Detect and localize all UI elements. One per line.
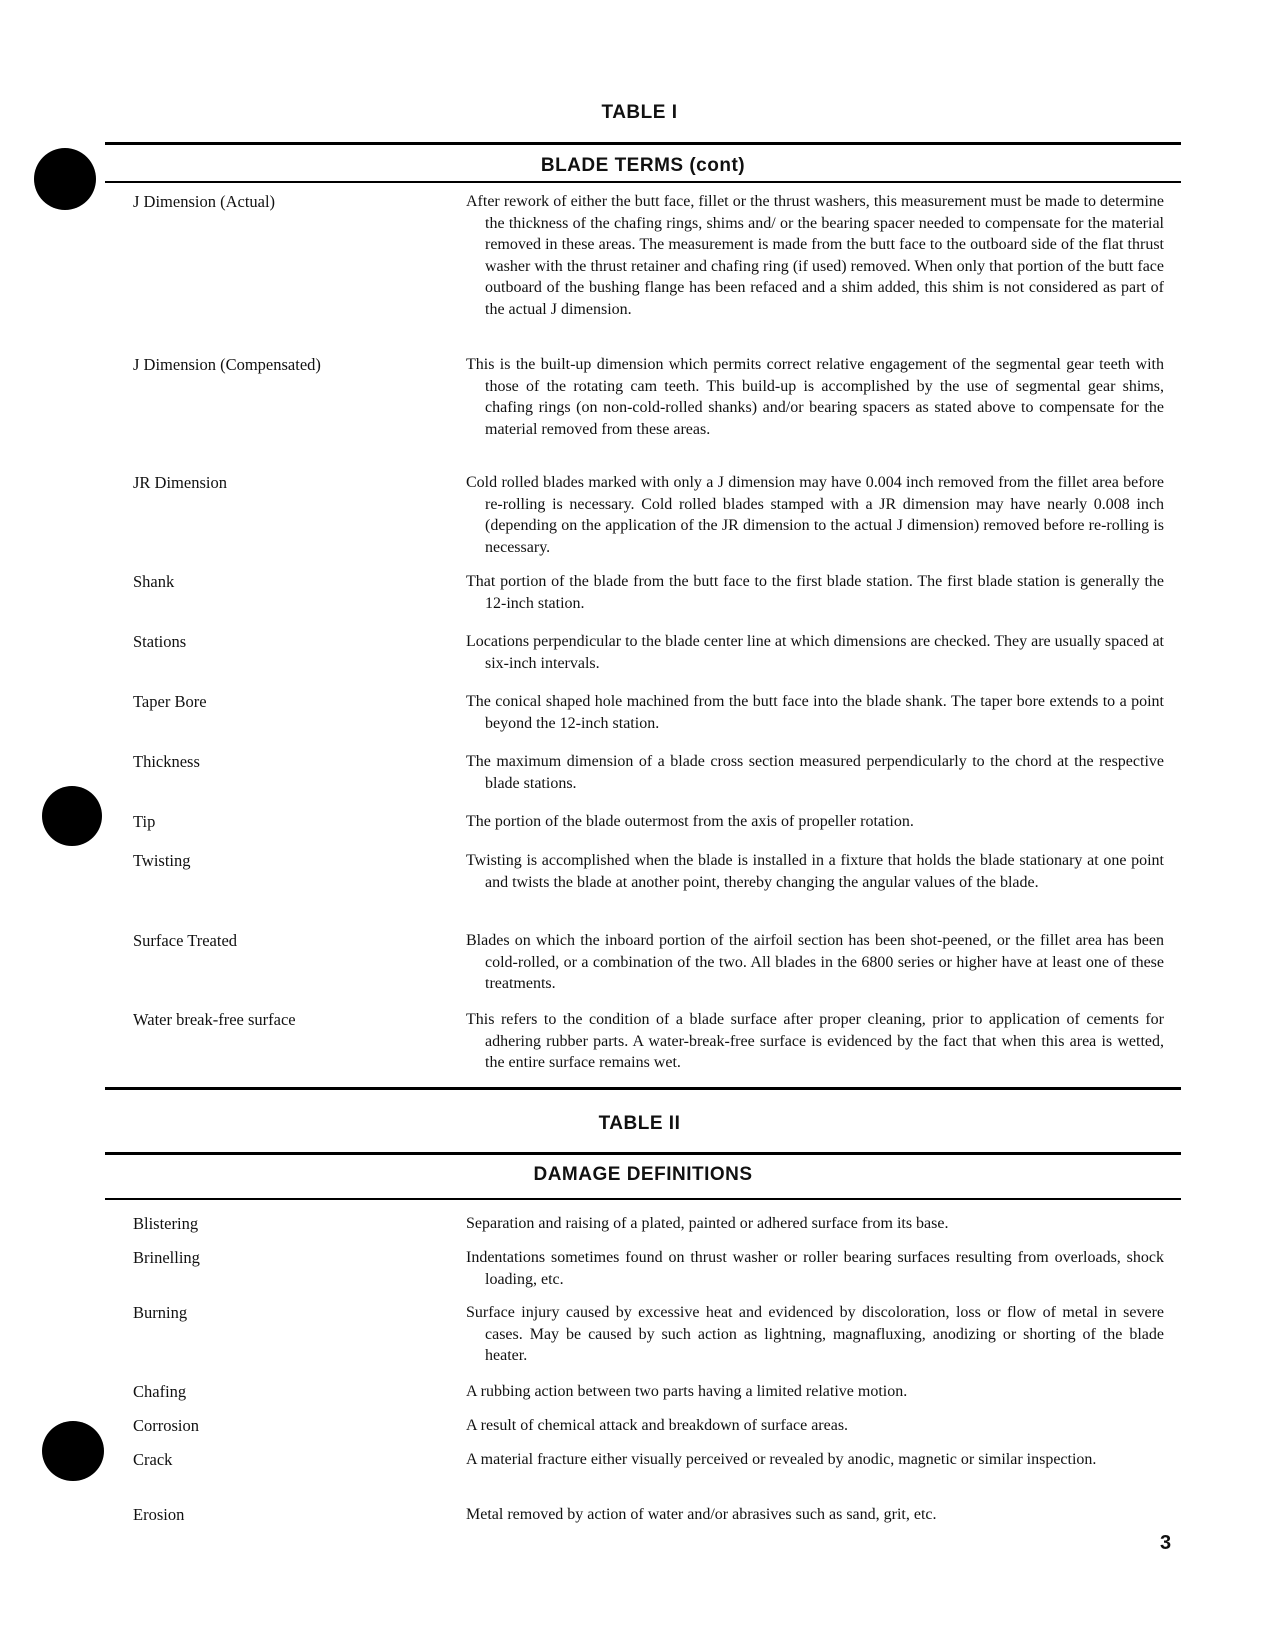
term: Stations <box>133 632 187 651</box>
term: Tip <box>133 812 156 831</box>
term: Erosion <box>133 1505 185 1524</box>
definition: This is the built-up dimension which permits correct relative engagement of the segmental gear teeth with those of the rotating cam teeth. This build-up is accomplished by the use of segmental gear shims, chafing rings (on non-cold-rolled shanks) and/or bearing spacers as stated above to compensate for the material removed from these areas. <box>466 356 1164 438</box>
definition: After rework of either the butt face, fillet or the thrust washers, this measurement must be made to determine the thickness of the chafing rings, shims and/ or the bearing spacer needed to compensate for the material removed in these areas. The measurement is made from the butt face to the outboard side of the flat thrust washer with the thrust retainer and chafing ring (if used) removed. When only that portion of the butt face outboard of the bushing flange has been refaced and a shim added, this shim is not considered as part of the actual J dimension. <box>466 193 1164 318</box>
page-number: 3 <box>1160 1532 1172 1554</box>
term: Blistering <box>133 1214 199 1233</box>
definition: Separation and raising of a plated, painted or adhered surface from its base. <box>466 1215 949 1232</box>
definition: Twisting is accomplished when the blade is installed in a fixture that holds the blade stationary at one point and twists the blade at another point, thereby changing the angular values of the blade. <box>466 852 1164 891</box>
term: Surface Treated <box>133 931 238 950</box>
definition: That portion of the blade from the butt face to the first blade station. The first blade station is generally the 12-inch station. <box>466 573 1164 612</box>
definition: A rubbing action between two parts having a limited relative motion. <box>466 1383 908 1400</box>
table-2-heading-rule <box>105 1198 1181 1200</box>
table-1-heading-rule <box>105 181 1181 183</box>
term: JR Dimension <box>133 473 227 492</box>
table-2-top-rule <box>105 1152 1181 1155</box>
table-2-heading: DAMAGE DEFINITIONS <box>533 1164 753 1185</box>
definition: Cold rolled blades marked with only a J dimension may have 0.004 inch removed from the fillet area before re-rolling is necessary. Cold rolled blades stamped with a JR dimension may have nearly 0.008 inch (depending on the application of the JR dimension to the actual J dimension) removed before re-rolling is necessary. <box>466 474 1164 556</box>
definition: A result of chemical attack and breakdown of surface areas. <box>466 1417 849 1434</box>
definition: The portion of the blade outermost from the axis of propeller rotation. <box>466 813 914 830</box>
term: Chafing <box>133 1382 187 1401</box>
table-1-top-rule <box>105 142 1181 145</box>
term: Shank <box>133 572 175 591</box>
definition: This refers to the condition of a blade surface after proper cleaning, prior to application of cements for adhering rubber parts. A water-break-free surface is evidenced by the fact that when this area is wetted, the entire surface remains wet. <box>466 1011 1164 1071</box>
definition: Indentations sometimes found on thrust washer or roller bearing surfaces resulting from overloads, shock loading, etc. <box>466 1249 1164 1288</box>
definition: The conical shaped hole machined from the butt face into the blade shank. The taper bore extends to a point beyond the 12-inch station. <box>466 693 1164 732</box>
term: Crack <box>133 1450 173 1469</box>
definition: Locations perpendicular to the blade center line at which dimensions are checked. They are usually spaced at six-inch intervals. <box>466 633 1164 672</box>
definition: Blades on which the inboard portion of the airfoil section has been shot-peened, or the fillet area has been cold-rolled, or a combination of the two. All blades in the 6800 series or higher have at least one of these treatments. <box>466 932 1164 992</box>
definition: The maximum dimension of a blade cross section measured perpendicularly to the chord at the respective blade stations. <box>466 753 1164 792</box>
definition: Surface injury caused by excessive heat and evidenced by discoloration, loss or flow of metal in severe cases. May be caused by such action as lightning, magnafluxing, anodizing or shorting of the blade heater. <box>466 1304 1164 1364</box>
term: J Dimension (Compensated) <box>133 355 321 374</box>
term: Burning <box>133 1303 188 1322</box>
table-1-label: TABLE I <box>601 102 678 123</box>
term: Corrosion <box>133 1416 199 1435</box>
term: Brinelling <box>133 1248 200 1267</box>
punch-hole-top <box>34 148 96 210</box>
definition: A material fracture either visually perceived or revealed by anodic, magnetic or similar inspection. <box>466 1451 1097 1468</box>
table-1-bottom-rule <box>105 1087 1181 1090</box>
punch-hole-bottom <box>42 1421 104 1481</box>
term: Taper Bore <box>133 692 207 711</box>
table-2-label: TABLE II <box>598 1113 681 1134</box>
term: Thickness <box>133 752 200 771</box>
punch-hole-middle <box>42 786 102 846</box>
term: Twisting <box>133 851 191 870</box>
term: Water break-free surface <box>133 1010 296 1029</box>
term: J Dimension (Actual) <box>133 192 276 211</box>
definition: Metal removed by action of water and/or abrasives such as sand, grit, etc. <box>466 1506 937 1523</box>
table-1-heading: BLADE TERMS (cont) <box>540 155 746 176</box>
